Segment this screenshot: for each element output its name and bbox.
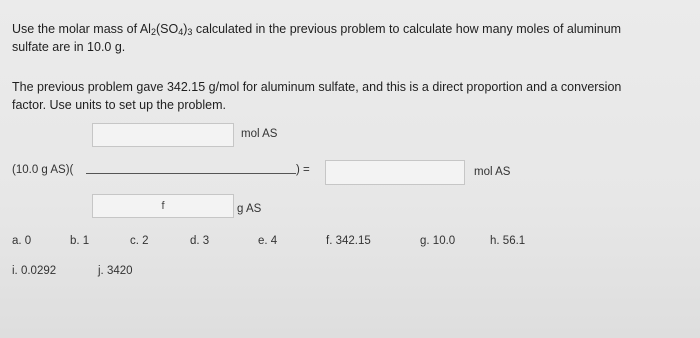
denominator-unit: g AS [237, 203, 262, 215]
choice-value: 4 [270, 235, 278, 247]
subscript: 4 [178, 27, 184, 37]
fraction-bar [86, 173, 296, 174]
choice-i [12, 265, 56, 277]
closing-paren-equals: ) = [296, 164, 310, 176]
question-text: calculated in the previous problem to calculate how many moles of aluminum [192, 22, 622, 36]
choice-b [70, 235, 89, 247]
result-unit: mol AS [474, 166, 511, 178]
choice-key: d. [190, 235, 200, 247]
subscript: 2 [150, 27, 156, 37]
numerator-blank[interactable] [92, 123, 234, 147]
choice-key: j. [98, 265, 104, 277]
choice-value: 56.1 [502, 235, 526, 247]
choice-h [490, 235, 525, 247]
choice-value: 3420 [106, 265, 133, 277]
choice-key: h. [490, 235, 500, 247]
choice-key: c. [130, 235, 139, 247]
choice-f [326, 235, 371, 247]
result-blank[interactable] [325, 160, 465, 185]
choice-key: f. [326, 235, 333, 247]
choice-key: e. [258, 235, 268, 247]
choice-value: 10.0 [432, 235, 456, 247]
denominator-answer-box[interactable]: f [92, 194, 234, 218]
choice-key: i. [12, 265, 18, 277]
choice-value: 1 [82, 235, 90, 247]
choice-g [420, 235, 455, 247]
question-text: (SO [155, 22, 179, 36]
subscript: 3 [187, 27, 193, 37]
hint-line-2: factor. Use units to set up the problem. [12, 98, 227, 112]
choice-key: b. [70, 235, 80, 247]
choice-key: g. [420, 235, 430, 247]
hint-line-1: The previous problem gave 342.15 g/mol for aluminum sulfate, and this is a direct proportion and a conversion [12, 80, 622, 94]
numerator-unit: mol AS [241, 128, 278, 140]
choice-value: 2 [142, 235, 149, 247]
choice-value: 0 [24, 235, 32, 247]
question-text: Use the molar mass of Al [12, 22, 151, 36]
choice-value: 3 [202, 235, 210, 247]
question-text: ) [183, 22, 188, 36]
left-expression: (10.0 g AS)( [12, 164, 74, 176]
choice-j [98, 265, 133, 277]
choice-c [130, 235, 149, 247]
choice-d [190, 235, 209, 247]
choice-e [258, 235, 277, 247]
question-line-2: sulfate are in 10.0 g. [12, 40, 126, 54]
choice-key: a. [12, 235, 22, 247]
choice-value: 0.0292 [20, 265, 57, 277]
question-line-1 [12, 21, 621, 41]
choice-a [12, 235, 31, 247]
choice-value: 342.15 [335, 235, 371, 247]
